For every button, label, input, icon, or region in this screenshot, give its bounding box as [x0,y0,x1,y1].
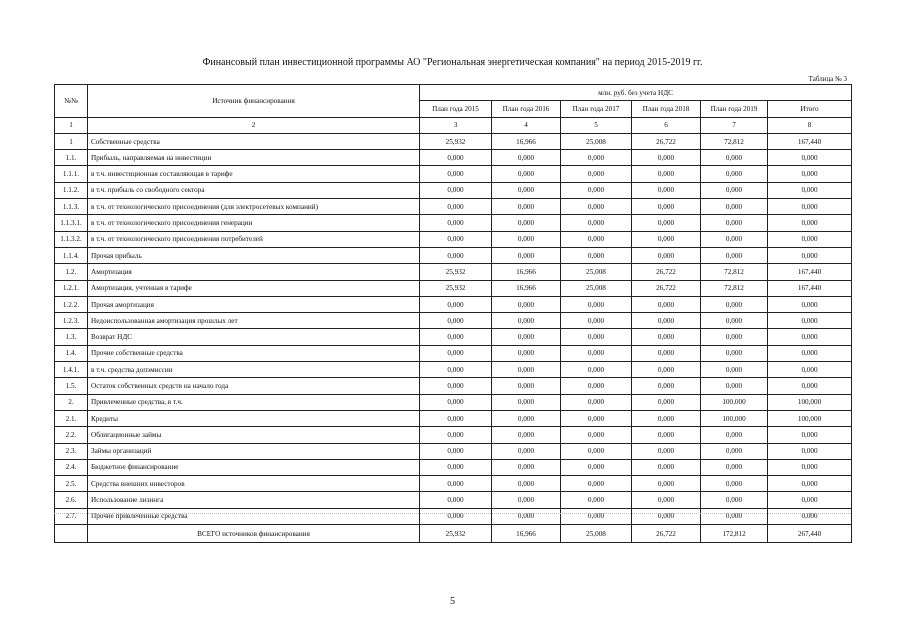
row-value: 0,000 [632,508,701,524]
table-row [55,459,852,475]
row-value: 0,000 [701,362,768,378]
row-value: 26,722 [632,280,701,296]
column-index: 3 [420,117,492,133]
row-value: 0,000 [701,247,768,263]
row-value: 0,000 [701,492,768,508]
row-value: 0,000 [420,508,492,524]
row-value: 0,000 [701,378,768,394]
header-year: План года 2015 [420,101,492,117]
row-value: 0,000 [768,362,852,378]
table-row [55,443,852,459]
row-value: 0,000 [420,215,492,231]
row-value: 0,000 [492,443,561,459]
table-row [55,231,852,247]
row-value: 0,000 [768,247,852,263]
row-code: 2.3. [55,443,88,459]
row-value: 0,000 [420,329,492,345]
row-value: 0,000 [632,362,701,378]
row-value: 0,000 [701,427,768,443]
row-value: 0,000 [768,443,852,459]
row-value: 26,722 [632,264,701,280]
row-source-name: Прочая амортизация [88,296,420,312]
column-index: 6 [632,117,701,133]
total-value: 16,966 [492,525,561,543]
header-units: млн. руб. без учета НДС [420,85,852,101]
row-value: 0,000 [632,199,701,215]
total-value: 25,932 [420,525,492,543]
row-code: 1.1.1. [55,166,88,182]
row-value: 0,000 [561,313,632,329]
row-value: 0,000 [420,247,492,263]
row-value: 0,000 [420,459,492,475]
table-row [55,492,852,508]
row-source-name: Амортизация [88,264,420,280]
row-source-name: в т.ч. от технологического присоединения (для электросетевых компаний) [88,199,420,215]
row-value: 0,000 [701,150,768,166]
table-row [55,166,852,182]
row-value: 0,000 [492,215,561,231]
row-source-name: Бюджетное финансирование [88,459,420,475]
row-value: 0,000 [492,345,561,361]
row-value: 0,000 [561,182,632,198]
row-value: 0,000 [632,231,701,247]
row-source-name: в т.ч. от технологического присоединения потребителей [88,231,420,247]
table-row [55,394,852,410]
row-value: 0,000 [768,427,852,443]
row-source-name: Недоиспользованная амортизация прошлых лет [88,313,420,329]
row-source-name: Привлеченные средства, в т.ч. [88,394,420,410]
row-value: 0,000 [632,427,701,443]
row-value: 0,000 [632,410,701,426]
row-value: 0,000 [701,199,768,215]
row-value: 0,000 [561,345,632,361]
header-total: Итого [768,101,852,117]
row-value: 25,008 [561,133,632,149]
row-code: 2.7. [55,508,88,524]
row-source-name: Прочие привлеченные средства [88,508,420,524]
row-value: 0,000 [492,410,561,426]
row-source-name: в т.ч. от технологического присоединения генерации [88,215,420,231]
row-value: 0,000 [561,378,632,394]
row-value: 0,000 [768,231,852,247]
row-value: 0,000 [768,313,852,329]
table-label: Таблица № 3 [808,75,847,83]
row-value: 0,000 [701,215,768,231]
table-row [55,329,852,345]
table-row [55,362,852,378]
row-value: 0,000 [561,443,632,459]
row-code: 1.2.3. [55,313,88,329]
row-code: 1.1.3. [55,199,88,215]
row-value: 0,000 [561,215,632,231]
table-row [55,247,852,263]
column-index: 8 [768,117,852,133]
row-value: 0,000 [632,329,701,345]
financing-table [54,84,852,543]
row-source-name: Прочие собственные средства [88,345,420,361]
row-value: 0,000 [420,362,492,378]
row-code: 1 [55,133,88,149]
row-value: 0,000 [492,329,561,345]
row-value: 0,000 [632,215,701,231]
header-source: Источник финансирования [88,85,420,118]
row-value: 167,440 [768,264,852,280]
row-source-name: в т.ч. средства допэмиссии [88,362,420,378]
row-value: 0,000 [768,182,852,198]
table-row [55,280,852,296]
row-value: 0,000 [701,231,768,247]
row-value: 0,000 [561,459,632,475]
row-code: 1.1.4. [55,247,88,263]
row-value: 0,000 [561,410,632,426]
row-value: 0,000 [632,443,701,459]
header-year: План года 2017 [561,101,632,117]
row-source-name: Прибыль, направляемая на инвестиции [88,150,420,166]
total-label: ВСЕГО источников финансирования [88,525,420,543]
row-value: 0,000 [632,345,701,361]
row-value: 100,000 [768,394,852,410]
table-row [55,508,852,524]
table-row [55,378,852,394]
row-value: 0,000 [701,508,768,524]
row-value: 0,000 [701,296,768,312]
column-index: 4 [492,117,561,133]
row-value: 0,000 [561,296,632,312]
document-title: Финансовый план инвестиционной программы АО "Региональная энергетическая компания" на период 2015-2019 гг. [202,57,703,68]
row-code: 1.2. [55,264,88,280]
table-row [55,133,852,149]
row-code: 1.1.2. [55,182,88,198]
row-value: 0,000 [632,247,701,263]
row-value: 0,000 [768,476,852,492]
row-value: 0,000 [492,199,561,215]
row-value: 0,000 [492,166,561,182]
row-value: 0,000 [492,492,561,508]
row-value: 0,000 [701,476,768,492]
row-value: 0,000 [561,150,632,166]
row-value: 100,000 [768,410,852,426]
row-code: 1.2.2. [55,296,88,312]
row-source-name: в т.ч. инвестиционная составляющая в тарифе [88,166,420,182]
row-value: 0,000 [632,459,701,475]
total-value: 172,812 [701,525,768,543]
row-value: 0,000 [561,166,632,182]
row-value: 0,000 [632,296,701,312]
table-row [55,345,852,361]
row-value: 0,000 [768,166,852,182]
row-code: 2.5. [55,476,88,492]
row-value: 25,932 [420,264,492,280]
row-value: 0,000 [420,443,492,459]
row-value: 0,000 [632,492,701,508]
table-row [55,427,852,443]
header-index-row [55,117,852,133]
row-value: 0,000 [492,182,561,198]
row-value: 0,000 [561,492,632,508]
row-value: 0,000 [768,199,852,215]
row-value: 0,000 [561,427,632,443]
total-code [55,525,88,543]
table-header [55,85,852,134]
row-value: 0,000 [420,345,492,361]
row-value: 0,000 [561,476,632,492]
row-value: 0,000 [420,199,492,215]
row-code: 1.4.1. [55,362,88,378]
row-value: 0,000 [561,362,632,378]
row-value: 0,000 [768,492,852,508]
row-value: 0,000 [632,476,701,492]
row-value: 0,000 [492,508,561,524]
row-value: 0,000 [420,410,492,426]
row-source-name: Кредиты [88,410,420,426]
row-value: 25,008 [561,280,632,296]
row-value: 16,966 [492,264,561,280]
row-value: 0,000 [768,459,852,475]
row-value: 0,000 [632,394,701,410]
row-value: 0,000 [420,182,492,198]
header-year: План года 2018 [632,101,701,117]
row-value: 0,000 [561,199,632,215]
row-value: 0,000 [632,150,701,166]
row-code: 1.4. [55,345,88,361]
row-value: 0,000 [561,329,632,345]
total-value: 267,440 [768,525,852,543]
row-value: 0,000 [561,247,632,263]
row-value: 0,000 [768,150,852,166]
row-value: 0,000 [632,182,701,198]
row-value: 100,000 [701,394,768,410]
row-code: 1.1.3.2. [55,231,88,247]
row-value: 0,000 [632,313,701,329]
row-value: 0,000 [492,313,561,329]
row-value: 0,000 [420,166,492,182]
row-value: 0,000 [492,459,561,475]
row-code: 2.2. [55,427,88,443]
column-index: 7 [701,117,768,133]
row-value: 0,000 [420,476,492,492]
total-row [55,525,852,543]
row-value: 0,000 [492,231,561,247]
row-value: 25,932 [420,280,492,296]
row-value: 0,000 [768,508,852,524]
row-value: 0,000 [492,247,561,263]
table-row [55,410,852,426]
table-body [55,133,852,524]
row-value: 25,008 [561,264,632,280]
row-value: 25,932 [420,133,492,149]
row-code: 1.2.1. [55,280,88,296]
table-row [55,264,852,280]
table-row [55,476,852,492]
total-value: 26,722 [632,525,701,543]
row-value: 0,000 [768,329,852,345]
row-source-name: Облигационные займы [88,427,420,443]
row-value: 0,000 [420,296,492,312]
row-value: 0,000 [492,476,561,492]
row-value: 0,000 [768,378,852,394]
row-source-name: Использование лизинга [88,492,420,508]
row-code: 1.3. [55,329,88,345]
row-value: 72,812 [701,133,768,149]
row-value: 0,000 [420,427,492,443]
row-code: 1.5. [55,378,88,394]
table-row [55,150,852,166]
column-index: 5 [561,117,632,133]
row-value: 0,000 [492,378,561,394]
row-value: 0,000 [701,313,768,329]
row-value: 0,000 [701,182,768,198]
row-code: 1.1. [55,150,88,166]
table-row [55,199,852,215]
row-value: 0,000 [561,231,632,247]
row-value: 0,000 [701,329,768,345]
row-source-name: в т.ч. прибыль со свободного сектора [88,182,420,198]
table-row [55,182,852,198]
table-row [55,215,852,231]
row-value: 0,000 [420,394,492,410]
row-value: 0,000 [768,296,852,312]
row-value: 0,000 [420,150,492,166]
row-value: 72,812 [701,280,768,296]
page-edge-line [54,513,851,514]
row-value: 26,722 [632,133,701,149]
total-value: 25,008 [561,525,632,543]
table-row [55,296,852,312]
row-value: 0,000 [420,378,492,394]
row-value: 0,000 [701,443,768,459]
row-value: 0,000 [492,427,561,443]
row-value: 0,000 [492,150,561,166]
row-value: 0,000 [420,492,492,508]
row-code: 1.1.3.1. [55,215,88,231]
row-source-name: Собственные средства [88,133,420,149]
row-value: 0,000 [492,296,561,312]
row-value: 0,000 [420,231,492,247]
row-value: 0,000 [632,378,701,394]
row-source-name: Займы организаций [88,443,420,459]
row-value: 0,000 [768,345,852,361]
row-value: 100,000 [701,410,768,426]
row-value: 16,966 [492,133,561,149]
table-row [55,313,852,329]
row-value: 0,000 [492,362,561,378]
row-code: 2. [55,394,88,410]
row-value: 0,000 [420,313,492,329]
row-value: 0,000 [632,166,701,182]
row-value: 0,000 [701,459,768,475]
row-value: 0,000 [701,345,768,361]
column-index: 1 [55,117,88,133]
row-value: 0,000 [561,394,632,410]
row-value: 72,812 [701,264,768,280]
row-value: 0,000 [492,394,561,410]
row-value: 0,000 [701,166,768,182]
row-code: 2.1. [55,410,88,426]
header-year: План года 2016 [492,101,561,117]
row-source-name: Амортизация, учтенная в тарифе [88,280,420,296]
column-index: 2 [88,117,420,133]
row-value: 16,966 [492,280,561,296]
page-number: 5 [450,596,455,607]
row-code: 2.4. [55,459,88,475]
row-value: 167,440 [768,133,852,149]
row-value: 0,000 [561,508,632,524]
row-source-name: Средства внешних инвесторов [88,476,420,492]
header-num: №№ [55,85,88,118]
row-value: 167,440 [768,280,852,296]
row-source-name: Прочая прибыль [88,247,420,263]
row-value: 0,000 [768,215,852,231]
header-year: План года 2019 [701,101,768,117]
row-source-name: Остаток собственных средств на начало года [88,378,420,394]
row-source-name: Возврат НДС [88,329,420,345]
row-code: 2.6. [55,492,88,508]
